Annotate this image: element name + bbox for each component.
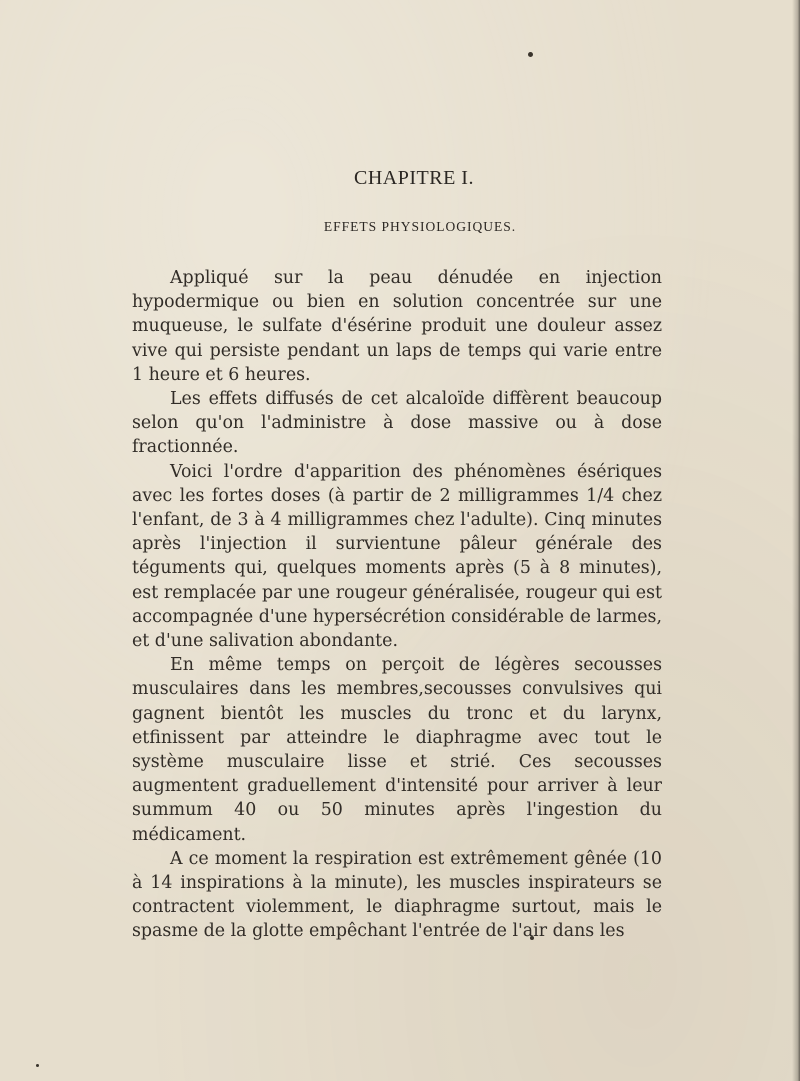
paragraph: Les effets diffusés de cet alcaloïde diffèrent beaucoup selon qu'on l'administre à dose massive ou à dose fractionnée. [132, 389, 662, 458]
chapter-title: CHAPITRE I. [354, 167, 474, 189]
section-title: EFFETS PHYSIOLOGIQUES. [323, 219, 517, 234]
page-edge-shadow [792, 0, 800, 1081]
paragraph: Voici l'ordre d'apparition des phénomènes ésériques avec les fortes doses (à partir de 2 milligrammes 1/4 chez l'enfant, de 3 à 4 milligrammes chez l'adulte). Cinq minutes après l'injection il survientune pâleur générale des téguments qui, quelques moments après (5 à 8 minutes), est remplacée par une rougeur généralisée, rougeur qui est accompagnée d'une hypersécrétion considérable de larmes, et d'une salivation abondante. [132, 461, 662, 652]
ink-speck [528, 52, 533, 57]
paragraph: Appliqué sur la peau dénudée en injection hypodermique ou bien en solution concentrée sur une muqueuse, le sulfate d'ésérine produit une douleur assez vive qui persiste pendant un laps de temps qui varie entre 1 heure et 6 heures. [132, 268, 662, 385]
ink-speck [36, 1064, 39, 1067]
paragraph: A ce moment la respiration est extrêmement gênée (10 à 14 inspirations à la minute), les muscles inspirateurs se contractent violemment, le diaphragme surtout, mais le spasme de la glotte empêchant l'entrée de l'air dans les [132, 848, 662, 942]
paragraph: En même temps on perçoit de légères secousses musculaires dans les membres,secousses convulsives qui gagnent bientôt les muscles du tronc et du larynx, etfinissent par atteindre le diaphragme avec tout le système musculaire lisse et strié. Ces secousses augmentent graduellement d'intensité pour arriver à leur summum 40 ou 50 minutes après l'ingestion du médicament. [132, 655, 662, 845]
body-text [132, 266, 662, 944]
